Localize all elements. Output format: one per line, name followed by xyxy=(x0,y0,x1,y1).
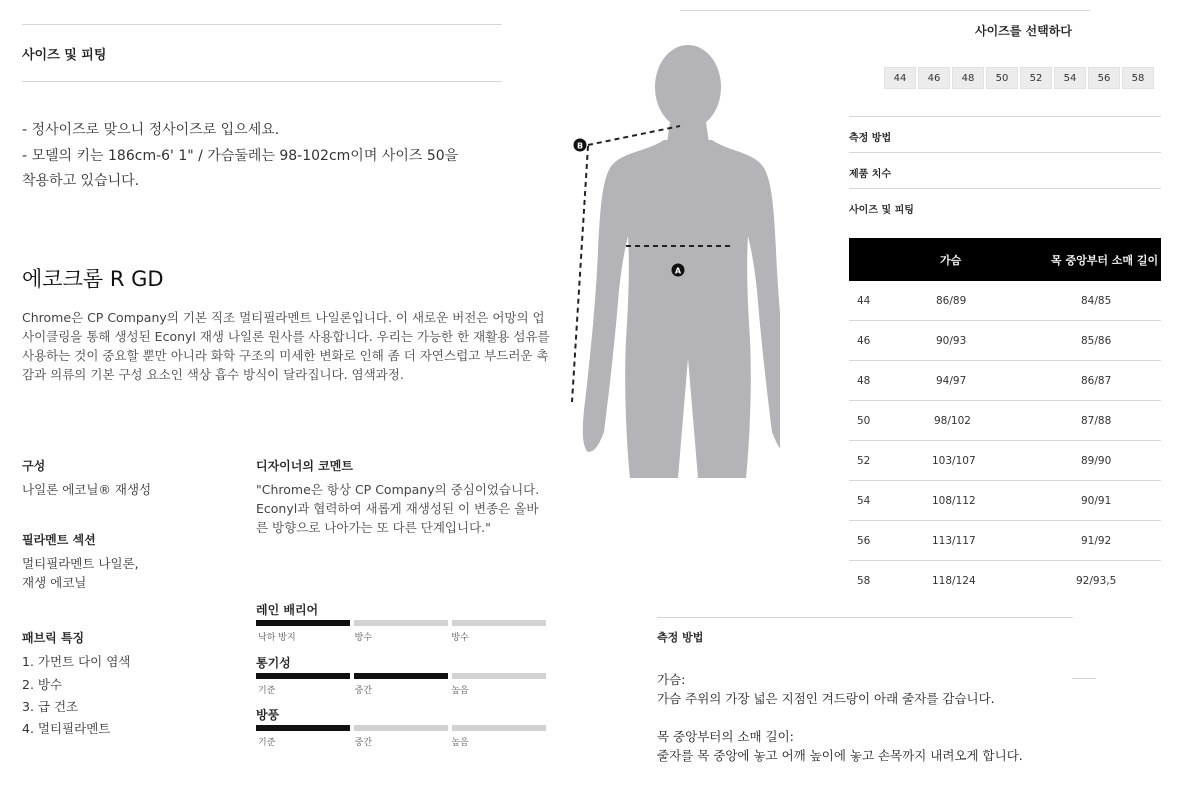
rating-tick: 중간 xyxy=(354,738,373,748)
product-description: Chrome은 CP Company의 기본 직조 멀티필라멘트 나일론입니다. 이 새로운 버전은 어망의 업 사이클링을 통해 생성된 Econyl 재생 나일론 원사를 사용합니다. 우리는 가능한 한 재활용 섬유를 사용하는 것이 중요할 뿐만 아니라 화학 구조의 미세한 변화로 인해 좀 더 자연스럽고 부드러운 촉감과 의류의 기본 구성 요소인 색상 흡수 방식이 달라집니다. 염색과정. xyxy=(22,310,550,382)
table-cell: 56 xyxy=(857,535,871,547)
rating-segment xyxy=(256,620,350,626)
rating-segment xyxy=(354,725,448,731)
table-cell: 91/92 xyxy=(1081,535,1112,547)
fit-bullet: - 모델의 키는 186cm-6' 1" / 가슴둘레는 98-102cm이며 사이즈 50을 xyxy=(22,148,459,164)
divider xyxy=(1072,678,1096,679)
divider xyxy=(849,188,1161,189)
table-cell: 92/93,5 xyxy=(1076,575,1117,587)
rating-title: 레인 배리어 xyxy=(256,603,319,617)
rating-bar xyxy=(256,725,546,731)
size-table-header-cell: 가슴 xyxy=(940,254,962,267)
filament-label: 필라멘트 섹션 xyxy=(22,533,96,547)
table-cell: 85/86 xyxy=(1081,335,1112,347)
table-cell: 46 xyxy=(857,335,871,347)
rating-tick: 기준 xyxy=(258,686,276,696)
rating-tick: 방수 xyxy=(451,633,469,643)
size-option-56[interactable]: 56 xyxy=(1088,67,1120,89)
size-option-58[interactable]: 58 xyxy=(1122,67,1154,89)
rating-segment xyxy=(354,673,448,679)
measure-title: 측정 방법 xyxy=(657,631,704,644)
table-row xyxy=(849,361,1161,401)
designer-quote: "Chrome은 항상 CP Company의 중심이었습니다. Econyl과 협력하여 새롭게 재생성된 이 변종은 올바른 방향으로 나아가는 또 다른 단계입니다." xyxy=(256,482,540,535)
table-cell: 87/88 xyxy=(1081,415,1112,427)
table-row xyxy=(849,521,1161,561)
rating-tick: 높음 xyxy=(451,686,469,696)
size-option-46[interactable]: 46 xyxy=(918,67,950,89)
rating-segment xyxy=(452,673,546,679)
silhouette-shape xyxy=(583,45,780,478)
designer-label: 디자이너의 코멘트 xyxy=(256,459,353,473)
divider xyxy=(22,24,502,25)
sleeve-measure-line xyxy=(572,146,588,402)
fabric-item: 1. 가먼트 다이 염색 xyxy=(22,654,131,669)
table-cell: 54 xyxy=(857,495,871,507)
size-option-48[interactable]: 48 xyxy=(952,67,984,89)
rating-segment xyxy=(256,673,350,679)
size-option-54[interactable]: 54 xyxy=(1054,67,1086,89)
rating-segment xyxy=(354,620,448,626)
rating-title: 통기성 xyxy=(256,656,291,670)
table-cell: 89/90 xyxy=(1081,455,1112,467)
rating-tick: 낙하 방지 xyxy=(258,633,296,643)
fit-bullet: - 정사이즈로 맞으니 정사이즈로 입으세요. xyxy=(22,122,280,138)
table-cell: 118/124 xyxy=(932,575,976,587)
size-selector xyxy=(884,67,1154,89)
rating-tick: 중간 xyxy=(354,686,373,696)
tab-product-dimensions[interactable]: 제품 치수 xyxy=(849,169,892,180)
divider xyxy=(849,152,1161,153)
table-cell: 90/93 xyxy=(936,335,967,347)
fabric-label: 패브릭 특징 xyxy=(22,631,85,645)
measure-chest-label: 가슴: xyxy=(657,672,686,687)
divider xyxy=(22,81,502,82)
rating-title: 방풍 xyxy=(256,708,280,722)
table-cell: 52 xyxy=(857,455,871,467)
rating-tick: 방수 xyxy=(354,633,373,643)
table-cell: 58 xyxy=(857,575,871,587)
table-cell: 50 xyxy=(857,415,871,427)
divider xyxy=(680,10,1090,11)
table-row xyxy=(849,281,1161,321)
composition-value: 나일론 에코닐® 재생성 xyxy=(22,482,152,497)
product-title: 에코크롬 R GD xyxy=(22,267,164,291)
size-option-52[interactable]: 52 xyxy=(1020,67,1052,89)
table-row xyxy=(849,561,1161,601)
tab-size-fit[interactable]: 사이즈 및 피팅 xyxy=(849,205,914,216)
table-cell: 90/91 xyxy=(1081,495,1112,507)
measure-sleeve-text: 줄자를 목 중앙에 놓고 어깨 높이에 놓고 손목까지 내려오게 합니다. xyxy=(657,748,1023,763)
fit-bullet: 착용하고 있습니다. xyxy=(22,173,140,189)
rating-ticks xyxy=(258,735,548,748)
size-option-50[interactable]: 50 xyxy=(986,67,1018,89)
size-select-title: 사이즈를 선택하다 xyxy=(975,24,1072,38)
size-table-header xyxy=(849,238,1161,281)
rating-bar xyxy=(256,673,546,679)
tab-measure-method[interactable]: 측정 방법 xyxy=(849,133,892,144)
body-silhouette xyxy=(560,40,780,490)
rating-ticks xyxy=(258,683,548,696)
rating-bar xyxy=(256,620,546,626)
rating-segment xyxy=(452,620,546,626)
measure-sleeve-label: 목 중앙부터의 소매 길이: xyxy=(657,729,794,744)
table-cell: 86/87 xyxy=(1081,375,1112,387)
table-row xyxy=(849,401,1161,441)
rating-tick: 높음 xyxy=(451,738,469,748)
rating-segment xyxy=(452,725,546,731)
table-cell: 103/107 xyxy=(932,455,976,467)
filament-line: 멀티필라멘트 나일론, xyxy=(22,556,139,571)
table-cell: 108/112 xyxy=(932,495,976,507)
filament-line: 재생 에코닐 xyxy=(22,575,87,590)
divider xyxy=(657,617,1073,618)
rating-segment xyxy=(256,725,350,731)
rating-ticks xyxy=(258,630,548,643)
composition-label: 구성 xyxy=(22,459,46,473)
size-table-header-cell: 목 중앙부터 소매 길이 xyxy=(1051,254,1159,267)
fit-title: 사이즈 및 피팅 xyxy=(22,48,107,63)
table-cell: 94/97 xyxy=(936,375,967,387)
table-cell: 86/89 xyxy=(936,295,967,307)
measure-chest-text: 가슴 주위의 가장 넓은 지점인 겨드랑이 아래 줄자를 감습니다. xyxy=(657,691,995,706)
divider xyxy=(849,116,1161,117)
marker-b-label: B xyxy=(576,141,584,151)
size-option-44[interactable]: 44 xyxy=(884,67,916,89)
rating-tick: 기준 xyxy=(258,738,276,748)
table-row xyxy=(849,441,1161,481)
table-cell: 113/117 xyxy=(932,535,976,547)
table-cell: 84/85 xyxy=(1081,295,1112,307)
table-cell: 44 xyxy=(857,295,871,307)
fabric-item: 3. 급 건조 xyxy=(22,699,79,714)
table-cell: 98/102 xyxy=(934,415,971,427)
table-row xyxy=(849,481,1161,521)
fabric-item: 4. 멀티필라멘트 xyxy=(22,721,111,736)
table-cell: 48 xyxy=(857,375,871,387)
marker-a-label: A xyxy=(674,266,682,276)
table-row xyxy=(849,321,1161,361)
fabric-item: 2. 방수 xyxy=(22,677,63,692)
